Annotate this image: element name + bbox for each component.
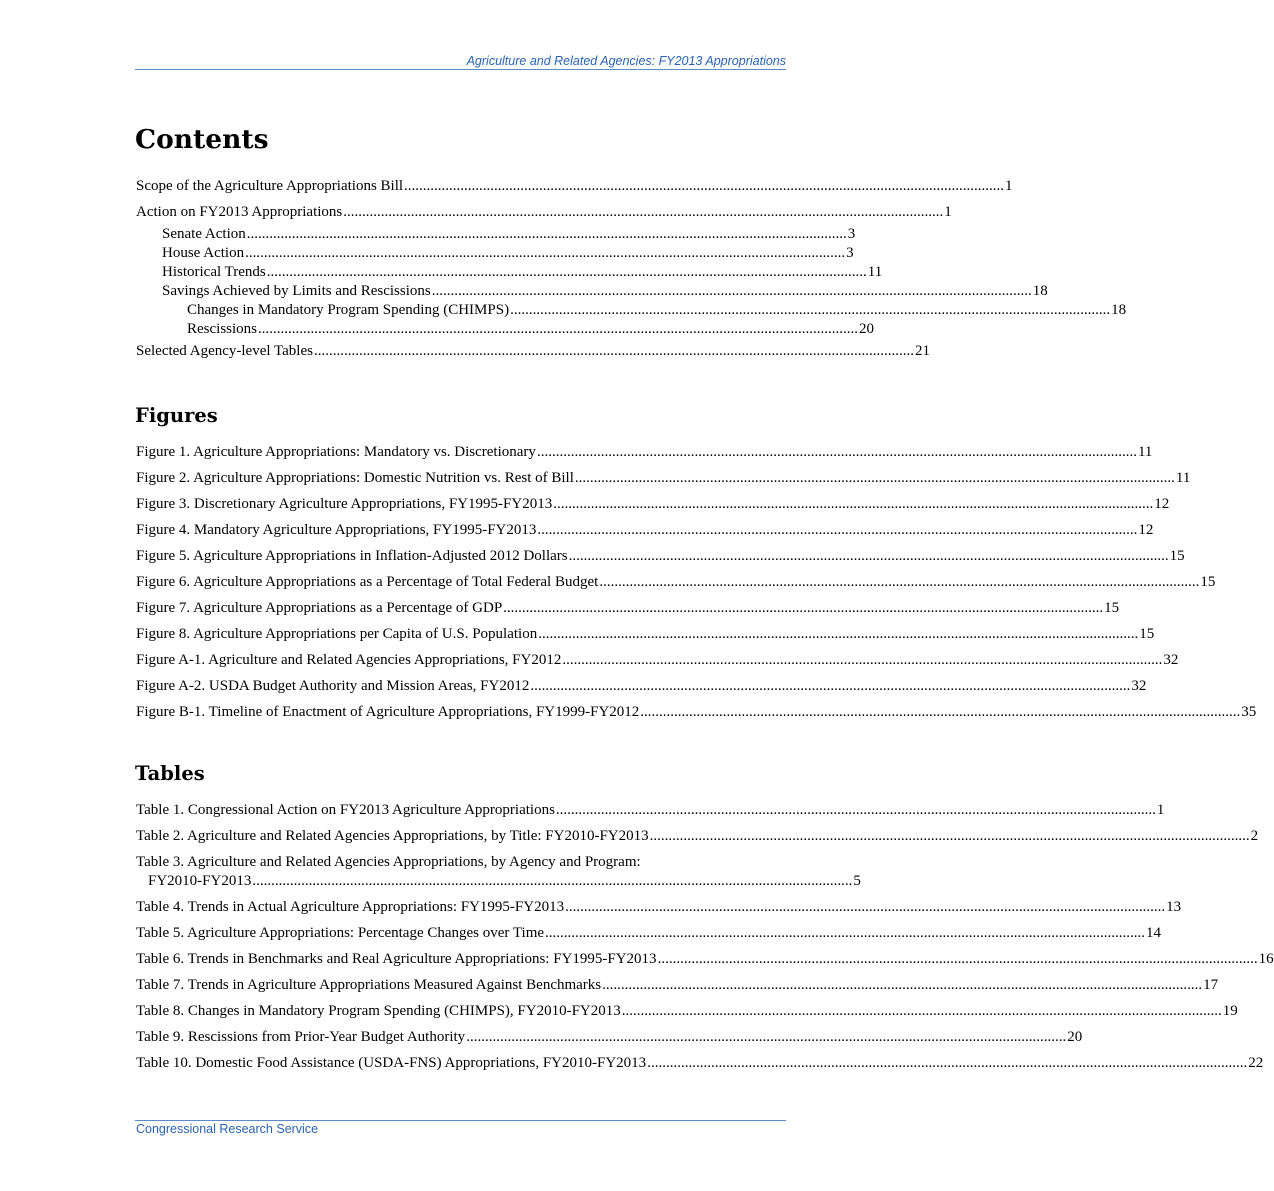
table-entry[interactable]: Table 7. Trends in Agriculture Appropriations Measured Against Benchmarks ................................................................................................................................................................ 17	[136, 977, 1219, 993]
table-entry[interactable]: Table 10. Domestic Food Assistance (USDA-FNS) Appropriations, FY2010-FY2013 ................................................................................................................................................................ 22	[136, 1055, 1264, 1071]
table-entry[interactable]: Table 8. Changes in Mandatory Program Spending (CHIMPS), FY2010-FY2013 ................................................................................................................................................................ 19	[136, 1003, 1238, 1019]
figure-entry[interactable]: Figure 8. Agriculture Appropriations per Capita of U.S. Population ................................................................................................................................................................ 15	[136, 626, 1155, 642]
figure-entry[interactable]: Figure 3. Discretionary Agriculture Appropriations, FY1995-FY2013 ................................................................................................................................................................ 12	[136, 496, 1170, 512]
toc-entry-house-action[interactable]: House Action ................................................................................................................................................................ 3	[162, 245, 854, 261]
toc-entry-chimps[interactable]: Changes in Mandatory Program Spending (CHIMPS) ................................................................................................................................................................ 18	[187, 302, 1127, 318]
table-entry-label[interactable]: Table 3. Agriculture and Related Agencies Appropriations, by Agency and Program:	[136, 854, 641, 870]
table-entry[interactable]: Table 2. Agriculture and Related Agencies Appropriations, by Title: FY2010-FY2013 ................................................................................................................................................................ 2	[136, 828, 1259, 844]
table-entry-continuation[interactable]: FY2010-FY2013 ................................................................................................................................................................ 5	[148, 873, 861, 889]
figure-entry[interactable]: Figure 2. Agriculture Appropriations: Domestic Nutrition vs. Rest of Bill ................................................................................................................................................................ 11	[136, 470, 1191, 486]
figure-entry[interactable]: Figure 5. Agriculture Appropriations in Inflation-Adjusted 2012 Dollars ................................................................................................................................................................ 15	[136, 548, 1185, 564]
figure-entry[interactable]: Figure 6. Agriculture Appropriations as a Percentage of Total Federal Budget ................................................................................................................................................................ 15	[136, 574, 1216, 590]
toc-entry-rescissions[interactable]: Rescissions ................................................................................................................................................................ 20	[187, 321, 875, 337]
toc-entry-savings[interactable]: Savings Achieved by Limits and Rescissions ................................................................................................................................................................ 18	[162, 283, 1048, 299]
figure-entry[interactable]: Figure 4. Mandatory Agriculture Appropriations, FY1995-FY2013 ................................................................................................................................................................ 12	[136, 522, 1154, 538]
table-entry[interactable]: Table 4. Trends in Actual Agriculture Appropriations: FY1995-FY2013 ................................................................................................................................................................ 13	[136, 899, 1182, 915]
figure-entry[interactable]: Figure B-1. Timeline of Enactment of Agriculture Appropriations, FY1999-FY2012 ................................................................................................................................................................ 35	[136, 704, 1257, 720]
table-entry[interactable]: Table 9. Rescissions from Prior-Year Budget Authority ................................................................................................................................................................ 20	[136, 1029, 1083, 1045]
figures-heading: Figures	[135, 404, 218, 427]
figure-entry[interactable]: Figure 7. Agriculture Appropriations as a Percentage of GDP ................................................................................................................................................................ 15	[136, 600, 1120, 616]
header-rule	[135, 69, 786, 70]
toc-entry-historical-trends[interactable]: Historical Trends ................................................................................................................................................................ 11	[162, 264, 883, 280]
figure-entry[interactable]: Figure A-1. Agriculture and Related Agencies Appropriations, FY2012 ................................................................................................................................................................ 32	[136, 652, 1179, 668]
tables-heading: Tables	[135, 762, 205, 785]
footer-rule	[135, 1120, 786, 1121]
toc-entry-agency-tables[interactable]: Selected Agency-level Tables ................................................................................................................................................................ 21	[136, 343, 930, 359]
table-entry[interactable]: Table 1. Congressional Action on FY2013 Agriculture Appropriations ................................................................................................................................................................ 1	[136, 802, 1165, 818]
footer-org: Congressional Research Service	[136, 1122, 319, 1136]
running-header: Agriculture and Related Agencies: FY2013 Appropriations	[466, 54, 786, 68]
table-entry[interactable]: Table 5. Agriculture Appropriations: Percentage Changes over Time ................................................................................................................................................................ 14	[136, 925, 1162, 941]
toc-entry-scope[interactable]: Scope of the Agriculture Appropriations Bill ................................................................................................................................................................ 1	[136, 178, 1013, 194]
contents-heading: Contents	[135, 124, 269, 155]
toc-entry-senate-action[interactable]: Senate Action ................................................................................................................................................................ 3	[162, 226, 856, 242]
toc-entry-action[interactable]: Action on FY2013 Appropriations ................................................................................................................................................................ 1	[136, 204, 952, 220]
figure-entry[interactable]: Figure 1. Agriculture Appropriations: Mandatory vs. Discretionary ................................................................................................................................................................ 11	[136, 444, 1153, 460]
figure-entry[interactable]: Figure A-2. USDA Budget Authority and Mission Areas, FY2012 ................................................................................................................................................................ 32	[136, 678, 1147, 694]
table-entry[interactable]: Table 6. Trends in Benchmarks and Real Agriculture Appropriations: FY1995-FY2013 ................................................................................................................................................................ 16	[136, 951, 1274, 967]
